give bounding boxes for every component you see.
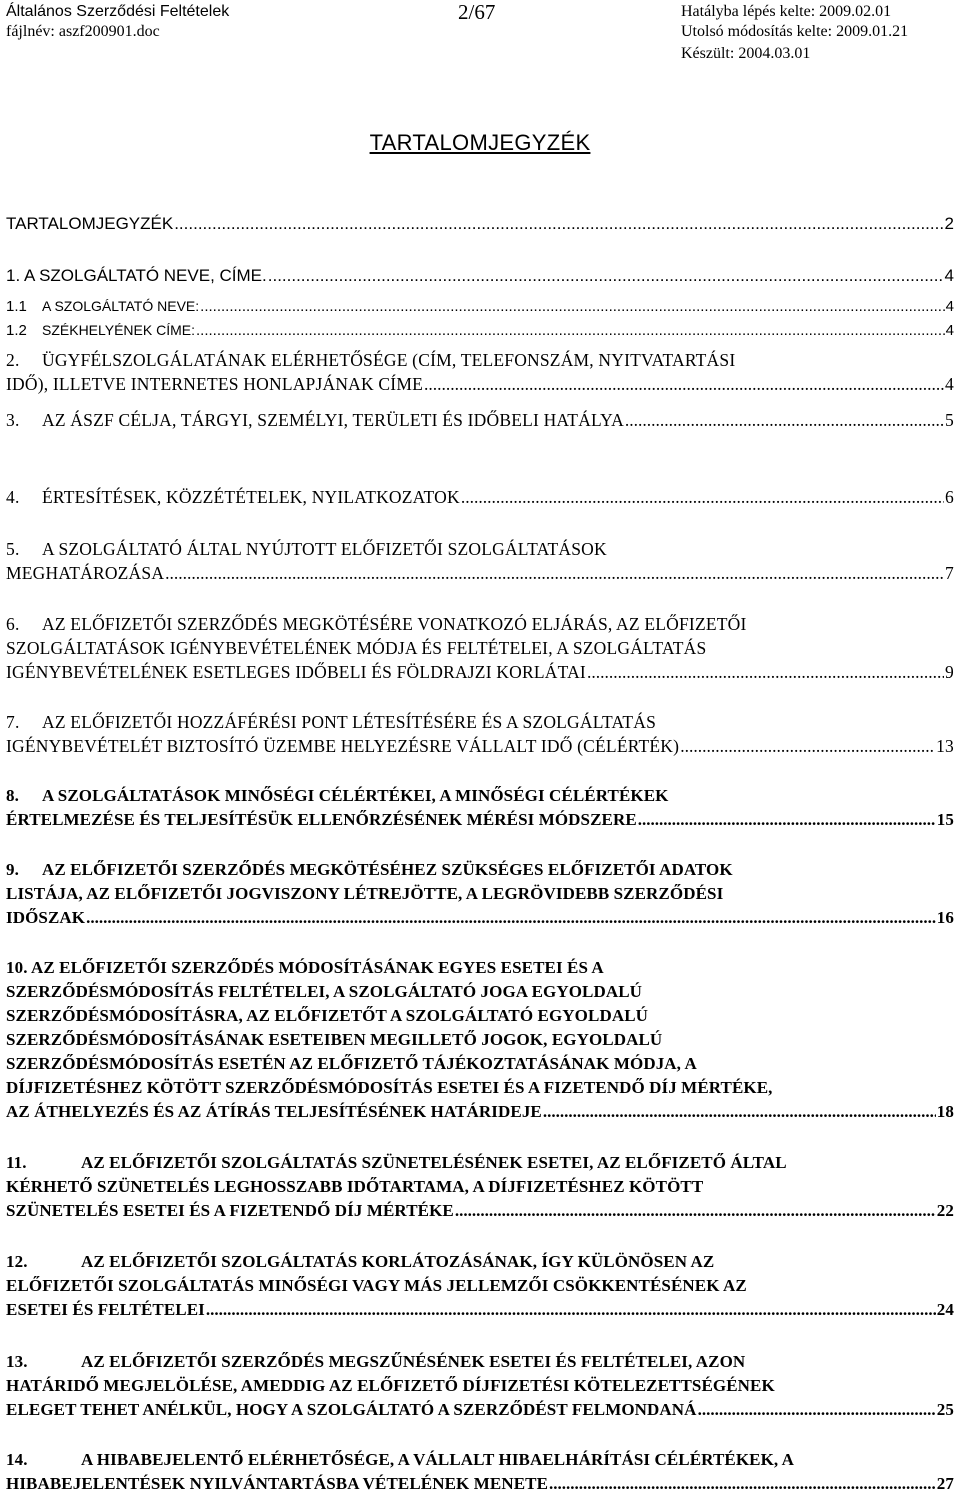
toc-entry[interactable] xyxy=(6,212,954,236)
toc-entry-number: 4. xyxy=(6,487,20,507)
toc-leader-dots xyxy=(206,1298,936,1322)
toc-entry-title-line: A SZOLGÁLTATÓ ÁLTAL NYÚJTOTT ELŐFIZETŐI SZOLGÁLTATÁSOK xyxy=(42,539,607,559)
toc-entry-title-line: ÜGYFÉLSZOLGÁLATÁNAK ELÉRHETŐSÉGE (CÍM, TELEFONSZÁM, NYITVATARTÁSI xyxy=(42,350,736,370)
header-document-title: Általános Szerződési Feltételek xyxy=(6,3,230,20)
toc-entry-title: SZÉKHELYÉNEK CÍME: xyxy=(42,322,196,338)
header-filename: fájlnév: aszf200901.doc xyxy=(6,23,160,40)
toc-entry-title-line: SZERZŐDÉSMÓDOSÍTÁSRA, AZ ELŐFIZETŐT A SZOLGÁLTATÓ EGYOLDALÚ xyxy=(6,1006,649,1025)
toc-leader-dots xyxy=(549,1472,936,1496)
toc-entry-title: IGÉNYBEVÉTELÉT BIZTOSÍTÓ ÜZEMBE HELYEZÉSRE VÁLLALT IDŐ (CÉLÉRTÉK) xyxy=(6,736,680,756)
toc-page-number: 6 xyxy=(945,487,954,507)
toc-entry-title: ESETEI ÉS FELTÉTELEI xyxy=(6,1300,205,1319)
header-created: Készült: 2004.03.01 xyxy=(681,45,811,62)
toc-page-number: 16 xyxy=(936,908,954,927)
header-effective-date: Hatályba lépés kelte: 2009.02.01 xyxy=(681,3,892,20)
toc-entry[interactable] xyxy=(6,485,954,509)
toc-entry[interactable] xyxy=(6,956,954,1124)
toc-entry-title: ELEGET TEHET ANÉLKÜL, HOGY A SZOLGÁLTATÓ A SZERZŐDÉST FELMONDANÁ xyxy=(6,1400,697,1419)
toc-entry-title: AZ ÁSZF CÉLJA, TÁRGYI, SZEMÉLYI, TERÜLETI ÉS IDŐBELI HATÁLYA xyxy=(42,410,624,430)
toc-entry-title-line: AZ ELŐFIZETŐI SZERZŐDÉS MEGKÖTÉSÉRE VONATKOZÓ ELJÁRÁS, AZ ELŐFIZETŐI xyxy=(42,614,747,634)
toc-entry[interactable] xyxy=(6,537,954,585)
toc-entry-title-line: LISTÁJA, AZ ELŐFIZETŐI JOGVISZONY LÉTREJÖTTE, A LEGRÖVIDEBB SZERZŐDÉSI xyxy=(6,884,724,903)
toc-entry-number: 11. xyxy=(6,1153,27,1172)
toc-page-number: 27 xyxy=(936,1474,954,1493)
toc-entry-title-line: SZOLGÁLTATÁSOK IGÉNYBEVÉTELÉNEK MÓDJA ÉS FELTÉTELEI, A SZOLGÁLTATÁS xyxy=(6,638,707,658)
toc-entry-title: ÉRTELMEZÉSE ÉS TELJESÍTÉSÜK ELLENŐRZÉSÉNEK MÉRÉSI MÓDSZERE xyxy=(6,810,637,829)
toc-page-number: 13 xyxy=(936,736,954,756)
toc-subentry[interactable] xyxy=(6,294,954,318)
toc-entry[interactable] xyxy=(6,710,954,758)
toc-entry[interactable] xyxy=(6,1250,954,1322)
toc-entry-title-line: AZ ELŐFIZETŐI SZOLGÁLTATÁS KORLÁTOZÁSÁNAK, ÍGY KÜLÖNÖSEN AZ xyxy=(81,1252,715,1271)
toc-entry-title-line: AZ ELŐFIZETŐI SZERZŐDÉS MEGSZŰNÉSÉNEK ESETEI ÉS FELTÉTELEI, AZON xyxy=(81,1352,746,1371)
toc-entry-title: IDŐSZAK xyxy=(6,908,86,927)
toc-entry-title-line: ELŐFIZETŐI SZOLGÁLTATÁS MINŐSÉGI VAGY MÁS JELLEMZŐI CSÖKKENTÉSÉNEK AZ xyxy=(6,1276,747,1295)
toc-page-number: 22 xyxy=(936,1201,954,1220)
toc-entry-number: 14. xyxy=(6,1450,28,1469)
toc-entry-title-line: AZ ELŐFIZETŐI HOZZÁFÉRÉSI PONT LÉTESÍTÉSÉRE ÉS A SZOLGÁLTATÁS xyxy=(42,712,657,732)
toc-page-number: 4 xyxy=(945,298,954,315)
toc-entry[interactable] xyxy=(6,1350,954,1422)
toc-leader-dots xyxy=(543,1100,936,1124)
toc-entry-number: 3. xyxy=(6,410,20,430)
toc-leader-dots xyxy=(196,319,945,343)
toc-leader-dots xyxy=(200,295,945,319)
toc-entry-title-line: SZERZŐDÉSMÓDOSÍTÁS FELTÉTELEI, A SZOLGÁLTATÓ JOGA EGYOLDALÚ xyxy=(6,982,643,1001)
header-last-modified: Utolsó módosítás kelte: 2009.01.21 xyxy=(681,23,909,40)
toc-entry-title-line: AZ ELŐFIZETŐI SZERZŐDÉS MEGKÖTÉSÉHEZ SZÜKSÉGES ELŐFIZETŐI ADATOK xyxy=(42,860,733,879)
toc-leader-dots xyxy=(268,264,944,288)
toc-page-number: 4 xyxy=(945,322,954,339)
toc-entry-title: 1. A SZOLGÁLTATÓ NEVE, CÍME. xyxy=(6,266,267,285)
toc-leader-dots xyxy=(174,212,943,236)
toc-entry-title-line: AZ ELŐFIZETŐI SZERZŐDÉS MÓDOSÍTÁSÁNAK EGYES ESETEI ÉS A xyxy=(30,958,604,977)
toc-entry-title-line: KÉRHETŐ SZÜNETELÉS LEGHOSSZABB IDŐTARTAMA, A DÍJFIZETÉSHEZ KÖTÖTT xyxy=(6,1177,704,1196)
toc-entry-title-line: A HIBABEJELENTŐ ELÉRHETŐSÉGE, A VÁLLALT HIBAELHÁRÍTÁSI CÉLÉRTÉKEK, A xyxy=(81,1450,795,1469)
toc-entry-number: 6. xyxy=(6,614,20,634)
header-page-number: 2/67 xyxy=(458,0,496,24)
toc-entry-title: MEGHATÁROZÁSA xyxy=(6,563,165,583)
toc-entry-title: A SZOLGÁLTATÓ NEVE: xyxy=(42,298,200,314)
toc-page-number: 18 xyxy=(936,1102,954,1121)
toc-leader-dots xyxy=(638,808,936,832)
toc-entry[interactable] xyxy=(6,858,954,930)
toc-entry-title: IDŐ), ILLETVE INTERNETES HONLAPJÁNAK CÍME xyxy=(6,374,423,394)
toc-page-number: 5 xyxy=(945,410,954,430)
toc-leader-dots xyxy=(625,408,944,432)
toc-entry[interactable] xyxy=(6,348,954,396)
toc-page-number: 4 xyxy=(944,266,954,285)
toc-entry[interactable] xyxy=(6,408,954,432)
page-title: TARTALOMJEGYZÉK xyxy=(369,130,591,155)
toc-page-number: 15 xyxy=(936,810,954,829)
toc-entry-title-line: SZERZŐDÉSMÓDOSÍTÁSÁNAK ESETEIBEN MEGILLETŐ JOGOK, EGYOLDALÚ xyxy=(6,1030,663,1049)
toc-leader-dots xyxy=(86,906,936,930)
toc-entry-number: 8. xyxy=(6,786,19,805)
toc-entry-number: 10. xyxy=(6,958,28,977)
toc-entry[interactable] xyxy=(6,1448,954,1496)
toc-leader-dots xyxy=(680,734,935,758)
toc-entry-title-line: HATÁRIDŐ MEGJELÖLÉSE, AMEDDIG AZ ELŐFIZETŐ DÍJFIZETÉSI KÖTELEZETTSÉGÉNEK xyxy=(6,1376,775,1395)
toc-entry-number: 5. xyxy=(6,539,20,559)
toc-leader-dots xyxy=(698,1398,936,1422)
toc-page-number: 7 xyxy=(945,563,954,583)
toc-entry-number: 7. xyxy=(6,712,20,732)
toc-entry-title-line: A SZOLGÁLTATÁSOK MINŐSÉGI CÉLÉRTÉKEI, A MINŐSÉGI CÉLÉRTÉKEK xyxy=(42,786,669,805)
toc-entry[interactable] xyxy=(6,1151,954,1223)
toc-entry[interactable] xyxy=(6,784,954,832)
toc-entry-title: IGÉNYBEVÉTELÉNEK ESETLEGES IDŐBELI ÉS FÖLDRAJZI KORLÁTAI xyxy=(6,662,586,682)
toc-page-number: 2 xyxy=(944,214,954,233)
toc-leader-dots xyxy=(165,561,944,585)
toc-page-number: 25 xyxy=(936,1400,954,1419)
toc-entry-title-line: DÍJFIZETÉSHEZ KÖTÖTT SZERZŐDÉSMÓDOSÍTÁS ESETEI ÉS A FIZETENDŐ DÍJ MÉRTÉKE, xyxy=(6,1078,773,1097)
toc-entry-number: 1.2 xyxy=(6,322,27,339)
toc-entry-number: 1.1 xyxy=(6,298,27,315)
toc-entry-number: 12. xyxy=(6,1252,28,1271)
toc-entry-title-line: AZ ELŐFIZETŐI SZOLGÁLTATÁS SZÜNETELÉSÉNEK ESETEI, AZ ELŐFIZETŐ ÁLTAL xyxy=(81,1153,787,1172)
toc-subentry[interactable] xyxy=(6,318,954,342)
toc-entry-number: 9. xyxy=(6,860,19,879)
toc-leader-dots xyxy=(424,372,944,396)
toc-entry-number: 13. xyxy=(6,1352,28,1371)
toc-leader-dots xyxy=(455,1199,936,1223)
toc-entry-title: HIBABEJELENTÉSEK NYILVÁNTARTÁSBA VÉTELÉNEK MENETE xyxy=(6,1474,549,1493)
toc-page-number: 9 xyxy=(945,662,954,682)
toc-page-number: 4 xyxy=(945,374,954,394)
toc-entry[interactable] xyxy=(6,612,954,684)
toc-entry-title: SZÜNETELÉS ESETEI ÉS A FIZETENDŐ DÍJ MÉRTÉKE xyxy=(6,1201,454,1220)
toc-page-number: 24 xyxy=(936,1300,954,1319)
toc-leader-dots xyxy=(461,485,944,509)
toc-entry-title: ÉRTESÍTÉSEK, KÖZZÉTÉTELEK, NYILATKOZATOK xyxy=(42,487,460,507)
toc-entry-number: 2. xyxy=(6,350,20,370)
toc-entry[interactable] xyxy=(6,264,954,288)
toc-entry-title-line: SZERZŐDÉSMÓDOSÍTÁS ESETÉN AZ ELŐFIZETŐ TÁJÉKOZTATÁSÁNAK MÓDJA, A xyxy=(6,1054,697,1073)
toc-leader-dots xyxy=(587,660,944,684)
toc-entry-title: AZ ÁTHELYEZÉS ÉS AZ ÁTÍRÁS TELJESÍTÉSÉNEK HATÁRIDEJE xyxy=(6,1102,542,1121)
toc-entry-title: TARTALOMJEGYZÉK xyxy=(6,214,174,233)
